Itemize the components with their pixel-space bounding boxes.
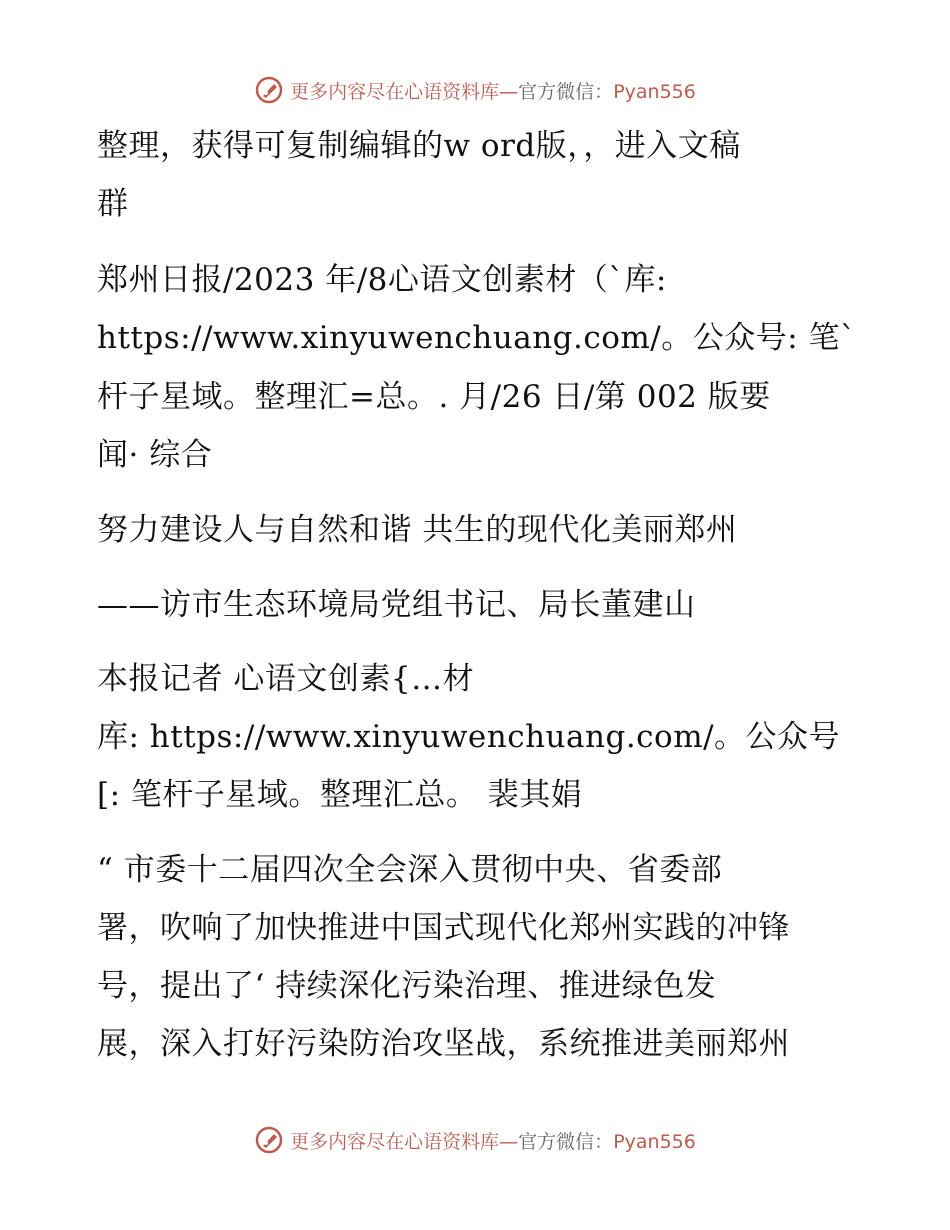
text-line: 群 [97, 186, 129, 222]
banner-wechat-label: 官方微信： [518, 80, 614, 103]
text-line: 号，提出了‘ 持续深化污染治理、推进绿色发 [97, 968, 717, 1004]
banner-wechat-label: 官方微信： [518, 1130, 614, 1153]
headline: 努力建设人与自然和谐 共生的现代化美丽郑州 [97, 512, 738, 548]
text-line: “ 市委十二届四次全会深入贯彻中央、省委部 [97, 852, 723, 888]
banner-text [290, 77, 696, 104]
banner-wechat-id: Pyan556 [613, 1130, 696, 1153]
text-line: 整理，获得可复制编辑的w ord版，，进入文稿 [97, 128, 741, 164]
header-banner [0, 70, 950, 110]
byline: 本报记者 心语文创素{…材 [97, 661, 475, 697]
banner-site-text: 更多内容尽在心语资料库— [290, 80, 519, 103]
text-line: [: 笔杆子星域。整理汇总。 裴其娟 [97, 777, 583, 813]
text-line: 署，吹响了加快推进中国式现代化郑州实践的冲锋 [97, 910, 790, 946]
text-line: 闻· 综合 [97, 437, 213, 473]
text-line: 杆子星域。整理汇=总。. 月/26 日/第 002 版要 [97, 379, 771, 415]
pen-logo-icon [254, 75, 284, 105]
footer-banner [0, 1120, 950, 1160]
banner-site-text: 更多内容尽在心语资料库— [290, 1130, 519, 1153]
banner-wechat-id: Pyan556 [613, 80, 696, 103]
banner-text [290, 1127, 696, 1154]
text-line: https://www.xinyuwenchuang.com/。公众号: 笔` [97, 320, 857, 356]
text-line: 郑州日报/2023 年/8心语文创素材（`库: [97, 262, 667, 298]
subheadline: ——访市生态环境局党组书记、局长董建山 [97, 587, 696, 623]
text-line: 展，深入打好污染防治攻坚战，系统推进美丽郑州 [97, 1026, 790, 1062]
text-line: 库: https://www.xinyuwenchuang.com/。公众号 [97, 719, 841, 755]
pen-logo-icon [254, 1125, 284, 1155]
